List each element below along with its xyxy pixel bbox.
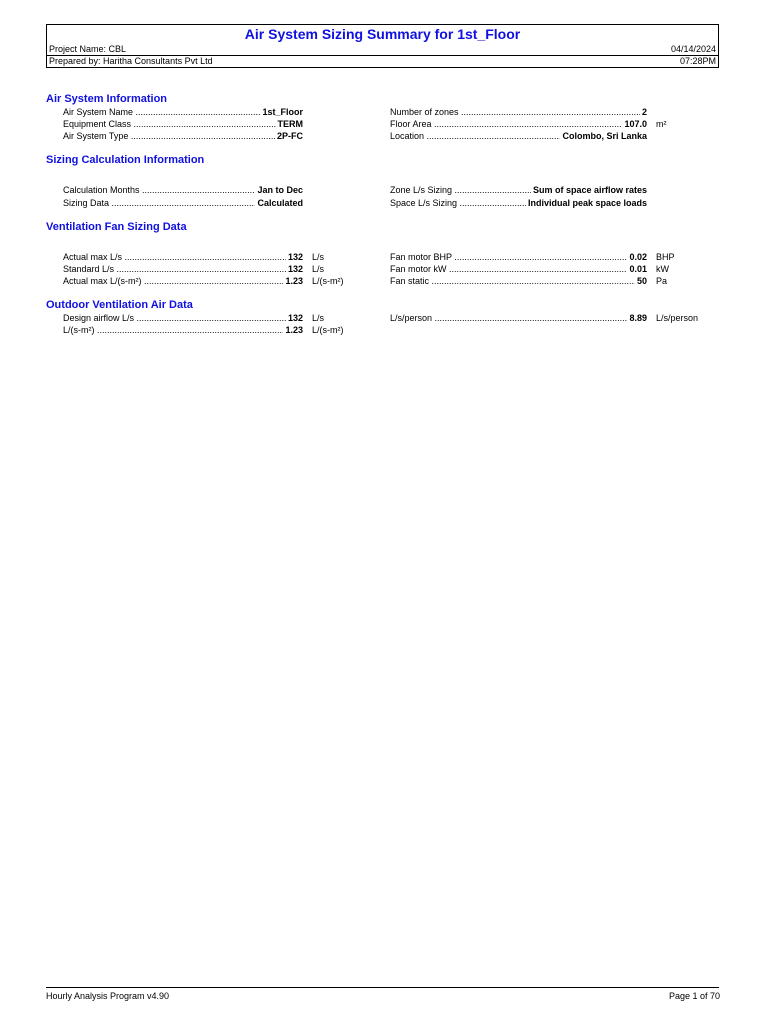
prepared-by: Prepared by: Haritha Consultants Pvt Ltd xyxy=(49,56,213,66)
field-fan-motor-kw: Fan motor kW ..... 0.01 xyxy=(390,263,647,275)
field-sizing-data: Sizing Data ..... Calculated xyxy=(63,197,303,209)
unit-fan-motor-kw: kW xyxy=(656,264,669,274)
field-airflow-per-person: L/s/person ..... 8.89 xyxy=(390,312,647,324)
report-date: 04/14/2024 xyxy=(670,44,716,54)
field-calculation-months: Calculation Months ..... Jan to Dec xyxy=(63,184,303,196)
field-airflow-per-area: L/(s-m²) ..... 1.23 xyxy=(63,324,303,336)
section-title-air-system: Air System Information xyxy=(46,93,168,105)
field-floor-area: Floor Area ..... 107.0 xyxy=(390,118,647,130)
section-title-vent-fan: Ventilation Fan Sizing Data xyxy=(46,221,187,233)
field-actual-max-ls: Actual max L/s ..... 132 xyxy=(63,251,303,263)
field-actual-max-per-area: Actual max L/(s-m²) ..... 1.23 xyxy=(63,275,303,287)
field-standard-ls: Standard L/s ..... 132 xyxy=(63,263,303,275)
field-number-of-zones: Number of zones ..... 2 xyxy=(390,106,647,118)
unit-fan-motor-bhp: BHP xyxy=(656,252,675,262)
report-time: 07:28PM xyxy=(679,56,716,66)
report-title: Air System Sizing Summary for 1st_Floor xyxy=(244,26,521,42)
field-equipment-class: Equipment Class ..... TERM xyxy=(63,118,303,130)
footer-divider xyxy=(46,987,719,988)
unit-floor-area: m² xyxy=(656,119,667,129)
field-air-system-name: Air System Name ..... 1st_Floor xyxy=(63,106,303,118)
header-row-project xyxy=(49,44,716,55)
report-header xyxy=(46,24,719,68)
unit-fan-static: Pa xyxy=(656,276,668,286)
section-title-outdoor-vent: Outdoor Ventilation Air Data xyxy=(46,299,193,311)
project-name: Project Name: CBL xyxy=(49,44,127,54)
field-space-sizing: Space L/s Sizing ..... Individual peak space loads xyxy=(390,197,647,209)
unit-design-airflow: L/s xyxy=(312,313,325,323)
unit-airflow-per-person: L/s/person xyxy=(656,313,699,323)
unit-standard-ls: L/s xyxy=(312,264,325,274)
header-row-prepared xyxy=(49,56,716,67)
field-location: Location ..... Colombo, Sri Lanka xyxy=(390,130,647,142)
unit-actual-max-ls: L/s xyxy=(312,252,325,262)
footer-page-number: Page 1 of 70 xyxy=(668,991,720,1001)
field-fan-motor-bhp: Fan motor BHP ..... 0.02 xyxy=(390,251,647,263)
field-fan-static: Fan static ..... 50 xyxy=(390,275,647,287)
unit-actual-max-per-area: L/(s-m²) xyxy=(312,276,344,286)
field-air-system-type: Air System Type ..... 2P-FC xyxy=(63,130,303,142)
field-design-airflow: Design airflow L/s ..... 132 xyxy=(63,312,303,324)
field-zone-sizing: Zone L/s Sizing ..... Sum of space airflow rates xyxy=(390,184,647,196)
section-title-sizing-calc: Sizing Calculation Information xyxy=(46,154,205,166)
footer-program: Hourly Analysis Program v4.90 xyxy=(46,991,170,1001)
unit-airflow-per-area: L/(s-m²) xyxy=(312,325,344,335)
